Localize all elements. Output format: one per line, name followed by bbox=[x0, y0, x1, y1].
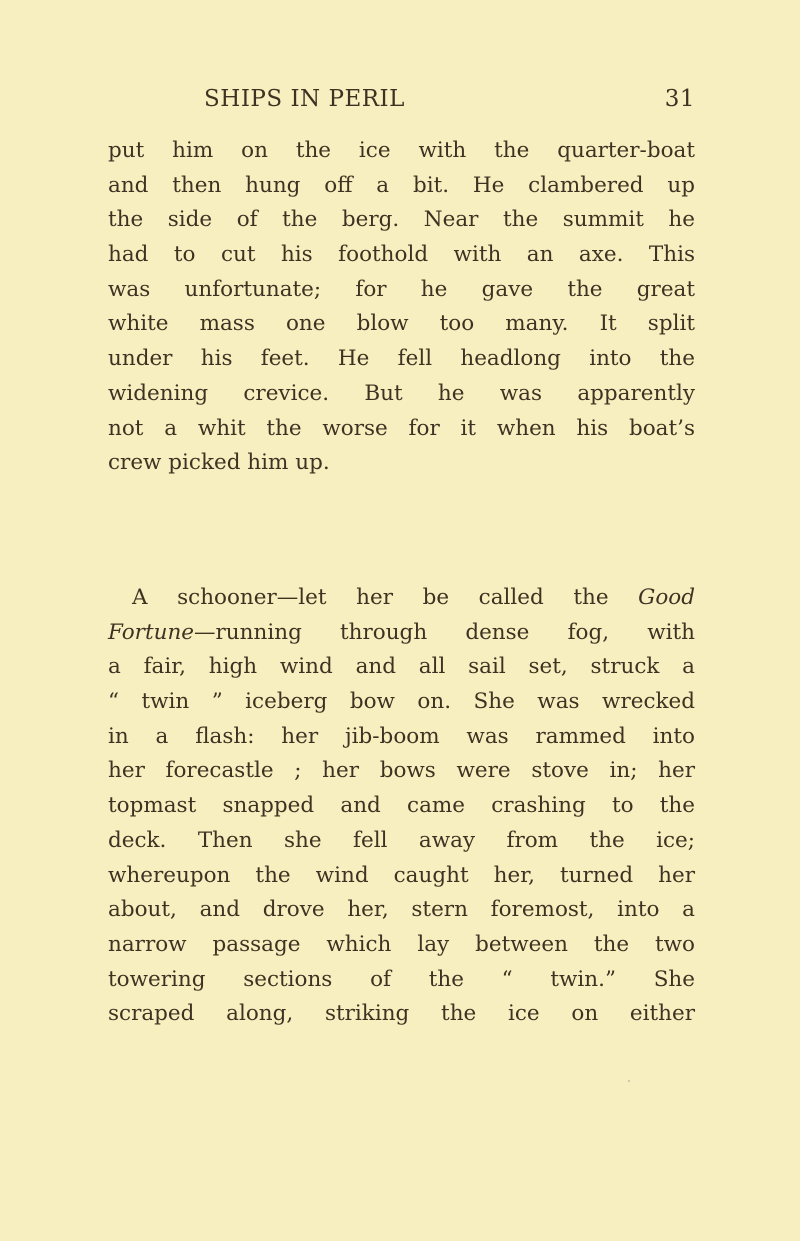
text-line: deck. Then she fell away from the ice; bbox=[108, 827, 695, 853]
paragraph-2 bbox=[108, 581, 695, 1032]
text-line bbox=[108, 581, 695, 616]
text-line: and then hung off a bit. He clambered up bbox=[108, 172, 695, 198]
text-run: A schooner—let her be called the bbox=[132, 585, 639, 610]
page-number: 31 bbox=[664, 86, 695, 112]
text-line: whereupon the wind caught her, turned her bbox=[108, 862, 695, 888]
running-header bbox=[108, 86, 695, 122]
text-line: put him on the ice with the quarter-boat bbox=[108, 138, 695, 163]
text-line: in a flash: her jib-boom was rammed into bbox=[108, 723, 695, 749]
ship-name-italic: Fortune bbox=[108, 619, 195, 645]
text-line: not a whit the worse for it when his boat’s bbox=[108, 415, 695, 441]
paragraph-1 bbox=[108, 134, 695, 481]
running-title: SHIPS IN PERIL bbox=[204, 86, 405, 112]
text-line: had to cut his foothold with an axe. This bbox=[108, 242, 695, 268]
text-line: about, and drove her, stern foremost, into a bbox=[108, 897, 695, 923]
text-line: a fair, high wind and all sail set, struck a bbox=[108, 654, 695, 680]
text-line: crew picked him up. bbox=[108, 450, 330, 476]
text-line: widening crevice. But he was apparently bbox=[108, 380, 695, 406]
text-line: white mass one blow too many. It split bbox=[108, 311, 695, 337]
text-line: was unfortunate; for he gave the great bbox=[108, 276, 695, 302]
text-line: the side of the berg. Near the summit he bbox=[108, 207, 695, 233]
text-line: narrow passage which lay between the two bbox=[108, 931, 695, 957]
text-line: under his feet. He fell headlong into the bbox=[108, 346, 695, 372]
text-line: “ twin ” iceberg bow on. She was wrecked bbox=[108, 689, 695, 715]
text-line: her forecastle ; her bows were stove in; her bbox=[108, 758, 695, 784]
paper-speck bbox=[628, 1080, 630, 1082]
text-line: towering sections of the “ twin.” She bbox=[108, 966, 695, 992]
text-line bbox=[108, 616, 695, 651]
text-run: —running through dense fog, with bbox=[194, 619, 695, 645]
text-line: topmast snapped and came crashing to the bbox=[108, 793, 695, 819]
ship-name-italic: Good bbox=[638, 585, 695, 610]
text-line: scraped along, striking the ice on either bbox=[108, 1001, 695, 1027]
